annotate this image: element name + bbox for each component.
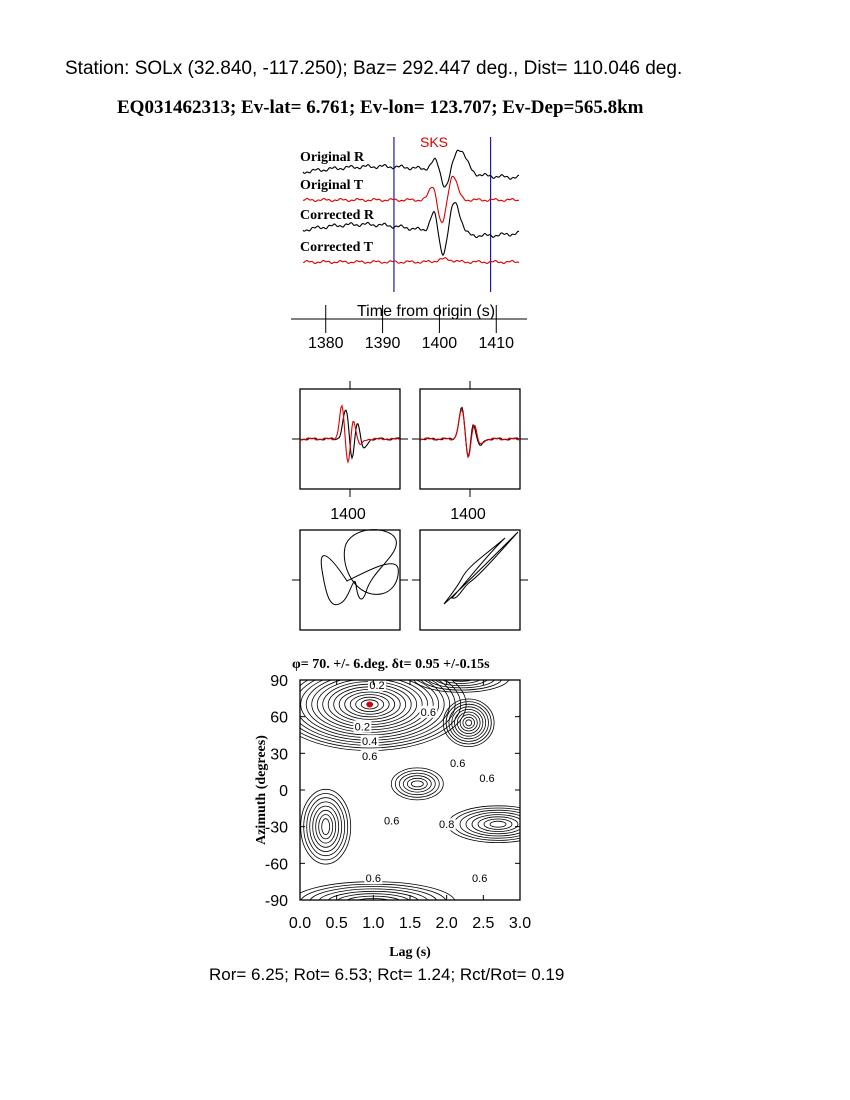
contour-line — [313, 806, 339, 847]
contour-line — [443, 699, 494, 747]
contour-label: 0.6 — [384, 815, 400, 828]
energy-ratio-summary: Ror= 6.25; Rot= 6.53; Rct= 1.24; Rct/Rot= 0.19 — [209, 965, 565, 984]
contour-line — [399, 773, 435, 795]
contour-labels — [353, 679, 496, 885]
particle-trace-transverse — [300, 406, 400, 462]
contour-line — [395, 771, 439, 798]
contour-line — [455, 676, 467, 679]
particle-motion-trace — [321, 530, 398, 605]
lag-tick-label: 2.0 — [435, 915, 458, 932]
contour-line — [304, 794, 348, 860]
time-tick-label: 1410 — [478, 335, 515, 352]
contour-label: 0.6 — [479, 772, 495, 785]
energy-contour-panel — [254, 657, 548, 960]
trace-label: Original R — [300, 150, 365, 165]
azimuth-tick-label: 90 — [270, 673, 288, 690]
contour-label: 0.4 — [362, 736, 378, 749]
contour-line — [454, 808, 542, 840]
particle-time-tick-label: 1400 — [330, 506, 366, 523]
time-tick-label: 1380 — [307, 335, 344, 352]
analysis-window — [394, 137, 491, 292]
best-fit-marker — [367, 701, 373, 707]
contour-label: 0.6 — [450, 758, 466, 771]
particle-time-tick-label: 1400 — [450, 506, 486, 523]
contour-label: 0.8 — [439, 819, 455, 832]
contour-line — [310, 802, 342, 852]
trace-label: Corrected T — [300, 240, 373, 255]
contour-line — [466, 720, 472, 726]
azimuth-tick-label: -30 — [264, 819, 288, 837]
contour-line — [472, 815, 524, 834]
azimuth-tick-label: 30 — [270, 746, 288, 764]
contour-label: 0.6 — [472, 873, 488, 885]
station-info: Station: SOLx (32.840, -117.250); Baz= 292.447 deg., Dist= 110.046 deg. — [65, 58, 683, 79]
contour-line — [327, 891, 419, 913]
trace-label: Original T — [300, 178, 364, 193]
contour-line — [463, 717, 475, 728]
contour-label: 0.2 — [369, 679, 385, 692]
lag-axis-title: Lag (s) — [389, 945, 431, 960]
particle-waveform-panels — [292, 381, 528, 523]
lag-tick-label: 1.0 — [362, 915, 385, 932]
event-info: EQ031462313; Ev-lat= 6.761; Ev-lon= 123.707; Ev-Dep=565.8km — [117, 97, 644, 118]
lag-tick-label: 0.5 — [325, 915, 348, 932]
phase-label: SKS — [420, 134, 449, 150]
contour-line — [319, 815, 333, 839]
azimuth-tick-label: -60 — [264, 856, 288, 874]
contour-line-group — [273, 658, 548, 923]
contour-line — [411, 781, 423, 787]
contour-line — [441, 672, 481, 684]
contour-lines — [273, 658, 548, 923]
contour-line — [407, 778, 427, 789]
contour-line — [455, 709, 483, 736]
contour-line — [448, 806, 548, 843]
contour-label: 0.2 — [354, 721, 370, 734]
azimuth-tick-label: 60 — [270, 709, 288, 727]
azimuth-tick-label: -90 — [264, 893, 288, 910]
contour-title: φ= 70. +/- 6.deg. δt= 0.95 +/-0.15s — [292, 657, 490, 672]
lag-tick-label: 0.0 — [288, 915, 312, 932]
lag-tick-label: 2.5 — [472, 915, 495, 932]
lag-tick-label: 1.5 — [398, 915, 422, 932]
time-axis-title: Time from origin (s) — [357, 303, 496, 320]
contour-line — [322, 819, 330, 835]
contour-line — [490, 821, 506, 827]
contour-line — [457, 712, 480, 734]
contour-line — [363, 901, 383, 904]
waveform-panel — [291, 134, 527, 352]
contour-label: 0.6 — [362, 750, 378, 763]
particle-motion-trace — [444, 532, 518, 604]
time-tick-label: 1390 — [364, 335, 401, 352]
time-tick-label: 1400 — [421, 335, 458, 352]
trace-label: Corrected R — [300, 208, 374, 223]
contour-label: 0.6 — [420, 706, 436, 719]
contour-line — [318, 889, 428, 916]
lag-tick-label: 3.0 — [508, 915, 532, 932]
contour-frame — [300, 680, 520, 900]
trace-corrected-t — [303, 258, 519, 264]
contour-label: 0.6 — [365, 873, 381, 885]
contour-line — [301, 789, 351, 864]
particle-motion-panels — [292, 530, 528, 630]
azimuth-axis-title: Azimuth (degrees) — [254, 735, 269, 845]
contour-line — [484, 819, 512, 829]
azimuth-tick-label: 0 — [279, 783, 288, 800]
particle-trace-transverse — [420, 410, 520, 457]
